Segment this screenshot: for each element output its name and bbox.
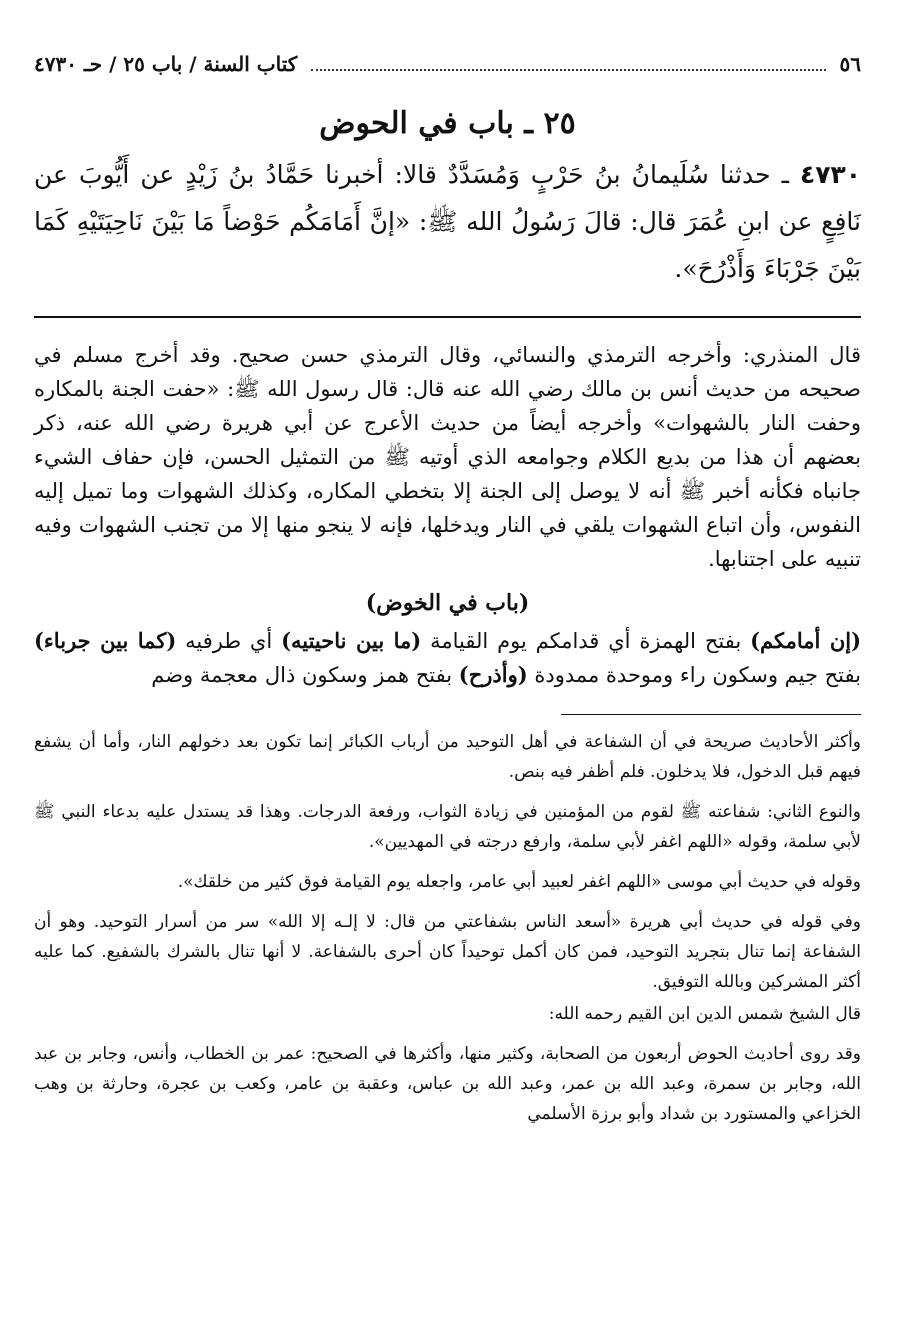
page-number: ٥٦	[839, 52, 861, 76]
gloss: بفتح الهمزة أي قدامكم يوم القيامة	[421, 629, 751, 653]
lemma: (ما بين ناحيتيه)	[281, 628, 422, 653]
commentary	[34, 338, 861, 692]
footnotes	[34, 727, 861, 1129]
lemma: (وأذرح)	[458, 662, 528, 687]
lemma: (كما بين جرباء)	[34, 628, 177, 653]
chapter-title: ٢٥ ـ باب في الحوض	[319, 106, 576, 141]
lemma: (إن أمامكم)	[750, 628, 862, 653]
section-divider	[34, 316, 861, 318]
hadith-number: ٤٧٣٠	[799, 160, 861, 189]
footnote-paragraph: وفي قوله في حديث أبي هريرة «أسعد الناس بشفاعتي من قال: لا إلـه إلا الله» سر من أسرار التوحيد. وهو أن الشفاعة إنما تنال بتجريد التوحيد، فمن كان أكمل توحيداً كان أحرى بالشفاعة. لا أنها تنال بالشرك بالشفيع. كما عليه أكثر المشركين وبالله التوفيق.	[34, 912, 861, 992]
gloss: بفتح جيم وسكون راء وموحدة ممدودة	[527, 663, 861, 687]
header-dotted-leader	[311, 69, 825, 71]
hadith-text-block	[34, 151, 861, 292]
commentary-subheading: (باب في الخوض)	[365, 590, 530, 616]
gloss: بفتح همز وسكون ذال معجمة وضم	[151, 663, 459, 687]
page-header	[34, 52, 861, 88]
footnote-paragraph: وقوله في حديث أبي موسى «اللهم اغفر لعبيد أبي عامر، واجعله يوم القيامة فوق كثير من خلقك».	[177, 872, 861, 892]
running-title: كتاب السنة / باب ٢٥ / حـ ٤٧٣٠	[34, 52, 298, 76]
commentary-paragraph-2	[34, 624, 861, 692]
commentary-paragraph-1: قال المنذري: وأخرجه الترمذي والنسائي، وقال الترمذي حسن صحيح. وقد أخرج مسلم في صحيحه من حديث أنس بن مالك رضي الله عنه قال: قال رسول الله ﷺ: «حفت الجنة بالمكاره وحفت النار بالشهوات» وأخرجه أيضاً من حديث الأعرج عن أبي هريرة رضي الله عنه، ذكر بعضهم أن هذا من بديع الكلام وجوامعه الذي أوتيه ﷺ من التمثيل الحسن، فإن حفاف الشيء جانباه فكأنه أخبر ﷺ أنه لا يوصل إلى الجنة إلا بتخطي المكاره، وكذلك الشهوات وما تميل إليه النفوس، وأن اتباع الشهوات يلقي في النار ويدخلها، فإنه لا ينجو منها إلا من تجنب الشهوات وفيه تنبيه على اجتنابها.	[34, 343, 861, 571]
footnote-divider	[561, 714, 861, 715]
gloss: أي طرفيه	[176, 629, 282, 653]
footnote-paragraph: قال الشيخ شمس الدين ابن القيم رحمه الله:	[548, 1004, 861, 1024]
hadith-text: ـ حدثنا سُلَيمانُ بنُ حَرْبٍ وَمُسَدَّدٌ قالا: أخبرنا حَمَّادُ بنُ زَيْدٍ عن أَيُّوبَ عن نَافِعٍ عن ابنِ عُمَرَ قال: قالَ رَسُولُ الله ﷺ: «إنَّ أَمَامَكُم حَوْضاً مَا بَيْنَ نَاحِيَتَيْهِ كَمَا بَيْنَ جَرْبَاءَ وَأَذْرُحَ».	[34, 160, 861, 283]
footnote-paragraph: وقد روى أحاديث الحوض أربعون من الصحابة، وكثير منها، وأكثرها في الصحيح: عمر بن الخطاب، وأنس، وجابر بن عبد الله، وجابر بن سمرة، وعبد الله بن عمر، وعبد الله بن عباس، وعقبة بن عامر، وكعب بن عجرة، وحارثة بن وهب الخزاعي والمستورد بن شداد وأبو برزة الأسلمي	[34, 1044, 861, 1124]
footnote-paragraph: وأكثر الأحاديث صريحة في أن الشفاعة في أهل التوحيد من أرباب الكبائر إنما تكون بعد دخولهم النار، وأما أن يشفع فيهم قبل الدخول، فلا يدخلون. فلم أظفر فيه بنص.	[34, 732, 861, 782]
footnote-paragraph: والنوع الثاني: شفاعته ﷺ لقوم من المؤمنين في زيادة الثواب، ورفعة الدرجات. وهذا قد يستدل عليه بدعاء النبي ﷺ لأبي سلمة، وقوله «اللهم اغفر لأبي سلمة، وارفع درجته في المهديين».	[34, 802, 861, 852]
